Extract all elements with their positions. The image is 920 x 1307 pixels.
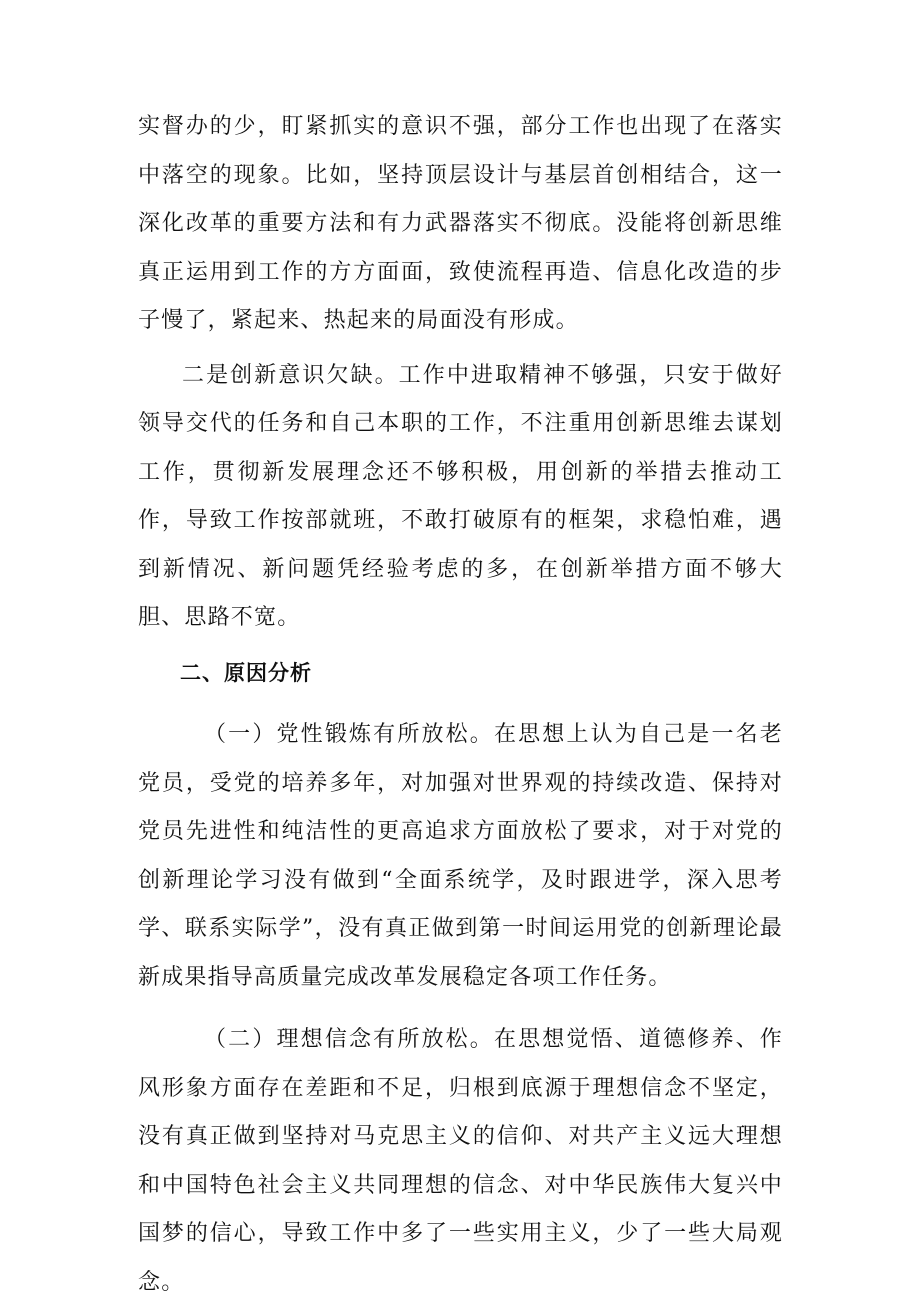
paragraph-ideals-beliefs: （二）理想信念有所放松。在思想觉悟、道德修养、作风形象方面存在差距和不足，归根到底源于理想信念不坚定，没有真正做到坚持对马克思主义的信仰、对共产主义远大理想和中国特色社会主义共同理想的信念、对中华民族伟大复兴中国梦的信心，导致工作中多了一些实用主义，少了一些大局观念。: [138, 1027, 783, 1295]
section-heading: 二、原因分析: [180, 660, 312, 685]
document-body: [138, 103, 783, 1307]
paragraph-continuation: 实督办的少，盯紧抓实的意识不强，部分工作也出现了在落实中落空的现象。比如，坚持顶层设计与基层首创相结合，这一深化改革的重要方法和有力武器落实不彻底。没能将创新思维真正运用到工作的方方面面，致使流程再造、信息化改造的步子慢了，紧起来、热起来的局面没有形成。: [138, 114, 783, 333]
paragraph-party-spirit: （一）党性锻炼有所放松。在思想上认为自己是一名老党员，受党的培养多年，对加强对世界观的持续改造、保持对党员先进性和纯洁性的更高追求方面放松了要求，对于对党的创新理论学习没有做到“全面系统学，及时跟进学，深入思考学、联系实际学”，没有真正做到第一时间运用党的创新理论最新成果指导高质量完成改革发展稳定各项工作任务。: [138, 722, 783, 990]
paragraph-innovation-awareness: 二是创新意识欠缺。工作中进取精神不够强，只安于做好领导交代的任务和自己本职的工作，不注重用创新思维去谋划工作，贯彻新发展理念还不够积极，用创新的举措去推动工作，导致工作按部就班，不敢打破原有的框架，求稳怕难，遇到新情况、新问题凭经验考虑的多，在创新举措方面不够大胆、思路不宽。: [138, 362, 783, 630]
